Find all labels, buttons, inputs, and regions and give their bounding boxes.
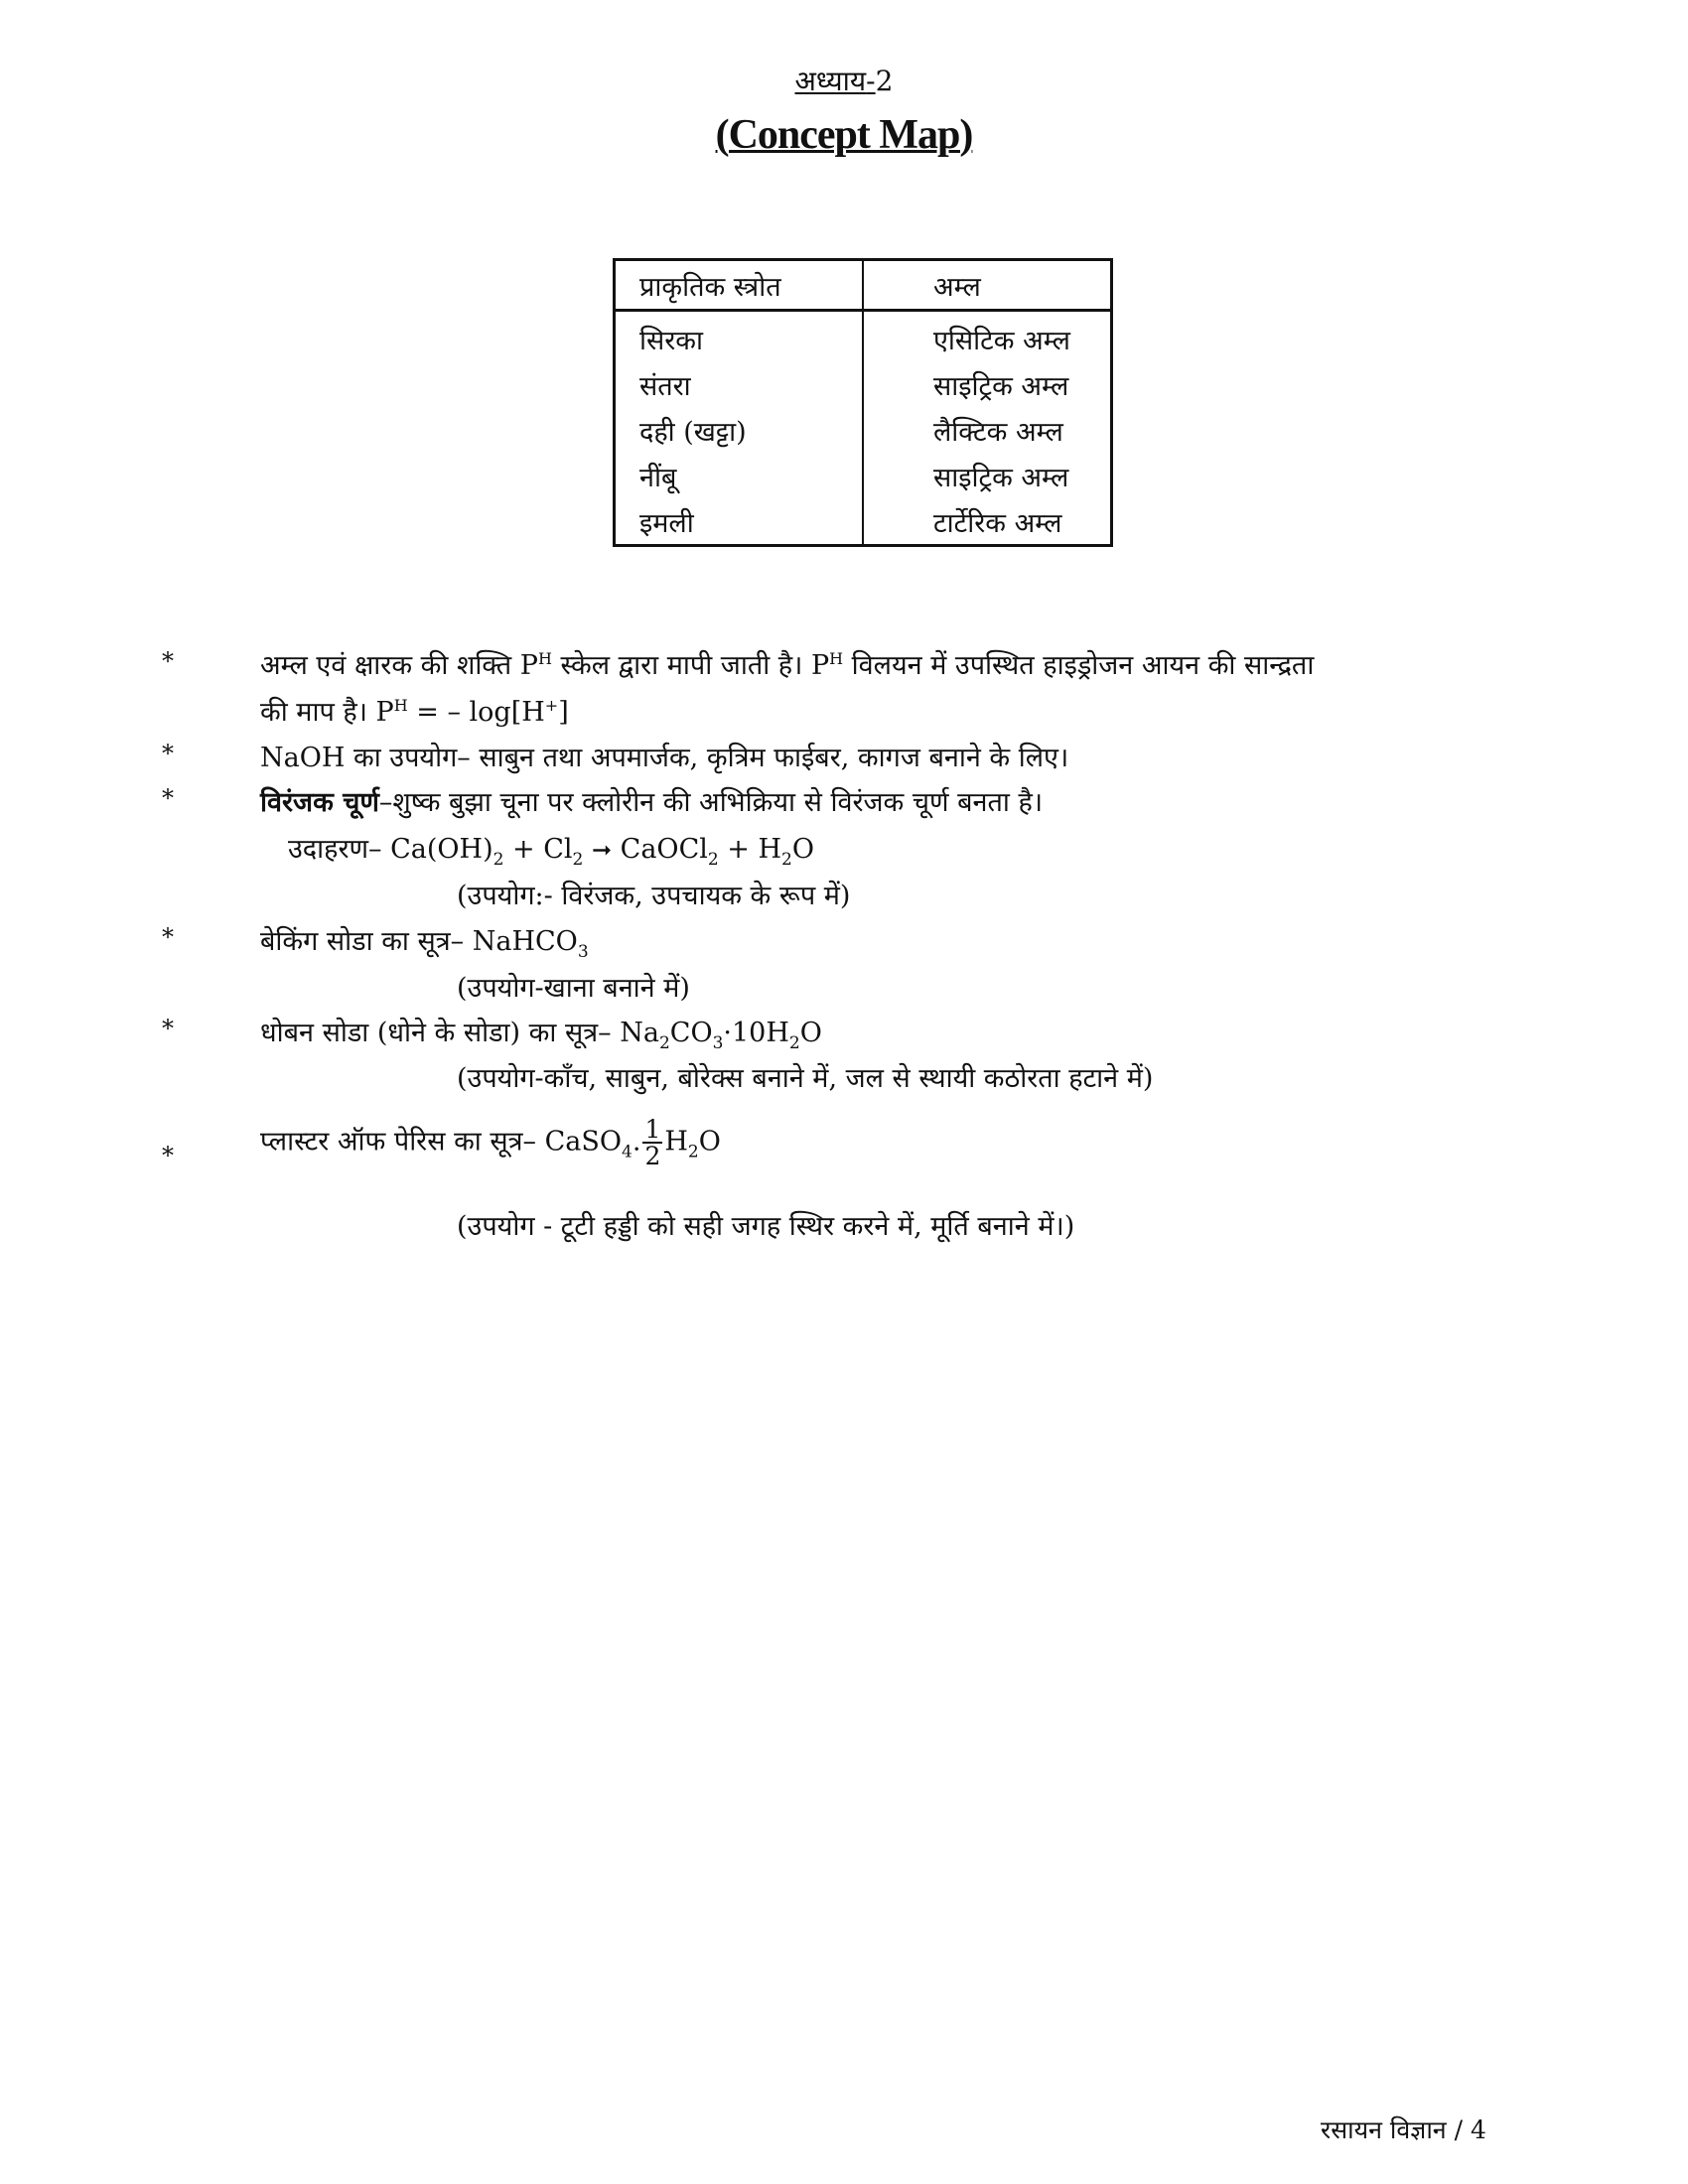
ph-line-2 <box>260 692 569 729</box>
baking-soda-line <box>260 921 589 962</box>
baking-soda-use: (उपयोग-खाना बनाने में) <box>457 973 690 1004</box>
superscript: H <box>537 649 552 668</box>
formula: + Cl <box>503 834 573 865</box>
subscript: 2 <box>658 1033 670 1053</box>
plaster-line <box>260 1117 721 1168</box>
chapter-word: अध्याय <box>794 65 867 97</box>
reaction-arrow-icon: ➞ <box>591 836 613 864</box>
table-row <box>615 361 1112 407</box>
cell-acid: एसिटिक अम्ल <box>933 325 1070 356</box>
superscript: H <box>829 649 844 668</box>
example-label: उदाहरण– <box>288 834 391 865</box>
table-header-row <box>615 260 1112 311</box>
ph-line-1 <box>260 645 1314 682</box>
denominator: 2 <box>644 1142 661 1170</box>
cell-source: नींबू <box>615 453 864 498</box>
subscript: 2 <box>492 850 504 870</box>
formula: CaOCl <box>620 834 708 865</box>
formula: CaSO <box>544 1126 623 1158</box>
naoh-use-line: NaOH का उपयोग– साबुन तथा अपमार्जक, कृत्रिम फाईबर, कागज बनाने के लिए। <box>260 743 1069 773</box>
page-title-text: (Concept Map) <box>715 112 973 158</box>
subscript: 3 <box>712 1033 724 1053</box>
cell-acid: टार्टेरिक अम्ल <box>933 507 1062 539</box>
washing-soda-use: (उपयोग-काँच, साबुन, बोरेक्स बनाने में, जल से स्थायी कठोरता हटाने में) <box>457 1063 1154 1094</box>
washing-soda-line <box>260 1013 822 1053</box>
formula: Ca(OH) <box>390 834 493 865</box>
cell-source: दही (खट्टा) <box>615 407 864 453</box>
column-header-acid: अम्ल <box>863 260 1112 311</box>
bullet-marker: * <box>162 1142 174 1169</box>
formula: O <box>791 834 814 865</box>
fraction-half <box>642 1117 662 1168</box>
numerator: 1 <box>644 1115 661 1144</box>
page-number: 4 <box>1471 2116 1486 2144</box>
text: स्केल द्वारा मापी जाती है। P <box>551 650 830 681</box>
text: अम्ल एवं क्षारक की शक्ति P <box>260 650 538 681</box>
table-row <box>615 311 1112 362</box>
subscript: 2 <box>707 850 719 870</box>
text: = – log[H <box>407 697 545 728</box>
footer-subject: रसायन विज्ञान <box>1321 2116 1447 2144</box>
formula: NaHCO <box>472 926 578 957</box>
page-footer <box>1321 2113 1486 2146</box>
cell-acid: साइट्रिक अम्ल <box>933 462 1069 493</box>
text: विलयन में उपस्थित हाइड्रोजन आयन की सान्द्रता <box>843 650 1315 681</box>
text: धोबन सोडा (धोने के सोडा) का सूत्र– <box>260 1018 621 1048</box>
bullet-marker: * <box>162 923 174 951</box>
subscript: 4 <box>622 1142 633 1162</box>
superscript: + <box>544 696 559 715</box>
bleach-text: –शुष्क बुझा चूना पर क्लोरीन की अभिक्रिया से विरंजक चूर्ण बनता है। <box>378 787 1044 818</box>
bullet-marker: * <box>162 1015 174 1042</box>
cell-source: इमली <box>615 498 864 546</box>
table-row <box>615 407 1112 453</box>
bleach-term: विरंजक चूर्ण <box>260 787 379 818</box>
bleach-equation <box>288 829 814 870</box>
cell-source: सिरका <box>615 311 864 362</box>
cell-acid: साइट्रिक अम्ल <box>933 370 1069 402</box>
subscript: 2 <box>572 850 584 870</box>
bullet-marker: * <box>162 740 174 767</box>
formula: + H <box>718 834 782 865</box>
page-title <box>0 111 1688 159</box>
bullet-marker: * <box>162 647 174 675</box>
formula: O <box>799 1018 822 1048</box>
table-row <box>615 453 1112 498</box>
chapter-sep: - <box>866 65 876 97</box>
table-row <box>615 498 1112 546</box>
formula: CO <box>669 1018 713 1048</box>
subscript: 2 <box>788 1033 800 1053</box>
chapter-number: 2 <box>875 65 894 97</box>
text: की माप है। P <box>260 697 394 728</box>
column-header-source: प्राकृतिक स्त्रोत <box>615 260 864 311</box>
formula: Na <box>620 1018 659 1048</box>
dot: . <box>632 1126 641 1158</box>
natural-sources-acid-table <box>613 258 1113 547</box>
bleach-use: (उपयोग:- विरंजक, उपचायक के रूप में) <box>457 881 851 911</box>
formula: ·10H <box>723 1018 789 1048</box>
bullet-marker: * <box>162 784 174 812</box>
text: बेकिंग सोडा का सूत्र– <box>260 926 473 957</box>
formula: H <box>664 1126 688 1158</box>
subscript: 3 <box>577 942 589 962</box>
cell-source: संतरा <box>615 361 864 407</box>
plaster-use: (उपयोग - टूटी हड्डी को सही जगह स्थिर करने में, मूर्ति बनाने में।) <box>457 1211 1075 1242</box>
superscript: H <box>393 696 408 715</box>
subscript: 2 <box>687 1142 699 1162</box>
cell-acid: लैक्टिक अम्ल <box>933 416 1063 448</box>
subscript: 2 <box>781 850 792 870</box>
formula: O <box>698 1126 721 1158</box>
text: ] <box>558 697 569 728</box>
text: प्लास्टर ऑफ पेरिस का सूत्र– <box>260 1126 545 1158</box>
bleach-line <box>260 782 1043 819</box>
chapter-heading <box>0 62 1688 99</box>
footer-sep: / <box>1446 2116 1472 2144</box>
